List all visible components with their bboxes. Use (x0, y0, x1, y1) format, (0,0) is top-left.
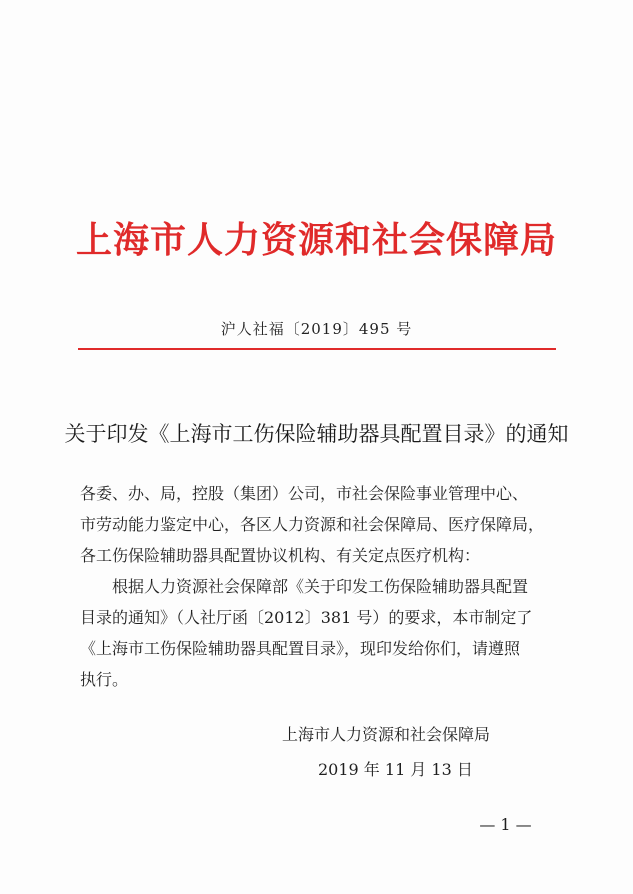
agency-letterhead-title: 上海市人力资源和社会保障局 (75, 219, 557, 261)
signature-agency: 上海市人力资源和社会保障局 (282, 725, 491, 744)
body-line: 执行。 (80, 670, 129, 689)
letterhead-red-rule (78, 348, 556, 350)
body-line: 根据人力资源社会保障部《关于印发工伤保险辅助器具配置 (112, 577, 529, 596)
document-number: 沪人社福〔2019〕495 号 (220, 320, 413, 338)
body-line: 《上海市工伤保险辅助器具配置目录》，现印发给你们，请遵照 (80, 639, 521, 658)
body-line: 目录的通知》（人社厅函〔2012〕381 号）的要求，本市制定了 (80, 608, 533, 627)
addressee-line: 各委、办、局，控股（集团）公司，市社会保险事业管理中心、 (80, 484, 529, 503)
addressee-block (80, 478, 560, 571)
body-paragraph (80, 571, 560, 695)
signature-date: 2019 年 11 月 13 日 (318, 760, 473, 779)
addressee-line: 各工伤保险辅助器具配置协议机构、有关定点医疗机构： (80, 546, 481, 565)
notice-title: 关于印发《上海市工伤保险辅助器具配置目录》的通知 (64, 422, 569, 446)
addressee-line: 市劳动能力鉴定中心，各区人力资源和社会保障局、医疗保障局， (80, 515, 545, 534)
page-number: — 1 — (479, 815, 532, 834)
